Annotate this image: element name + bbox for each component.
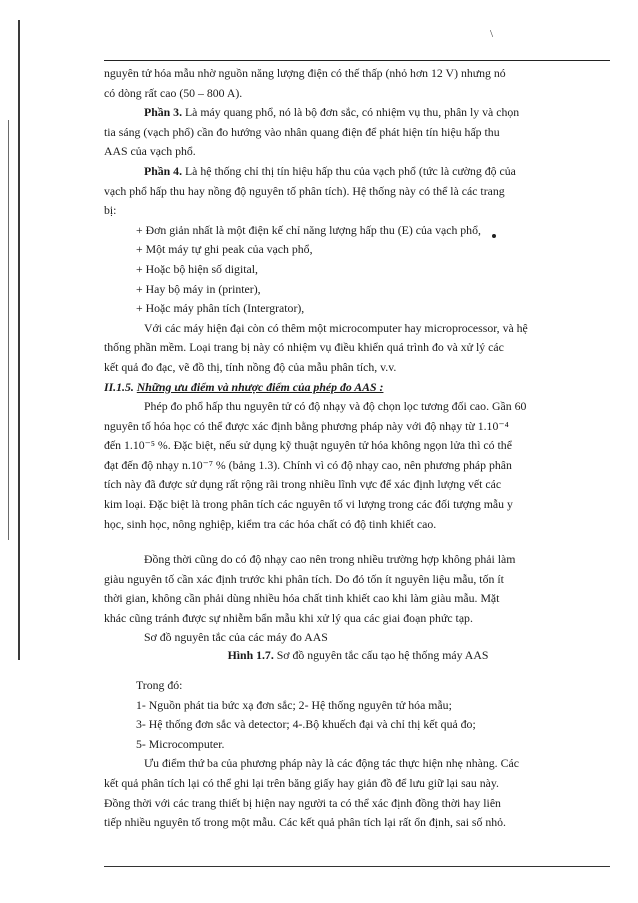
text-line — [104, 495, 612, 515]
line-text: + Một máy tự ghi peak của vạch phổ, — [136, 242, 313, 257]
text-line — [104, 260, 612, 280]
line-text: 3- Hệ thống đơn sắc và detector; 4-.Bộ khuếch đại và chỉ thị kết quả đo; — [136, 717, 476, 732]
line-text: + Hoặc bộ hiện số digital, — [136, 261, 258, 276]
text-line — [104, 280, 612, 300]
line-text: Đồng thời cũng do có độ nhạy cao nên trong nhiều trường hợp không phải làm — [144, 552, 516, 566]
header-rule — [104, 60, 610, 61]
text-line — [104, 515, 612, 535]
text-line — [104, 84, 612, 104]
text-line — [104, 794, 612, 814]
text-line — [104, 123, 612, 143]
scan-mark: \ — [490, 28, 494, 40]
line-text: có dòng rất cao (50 – 800 A). — [104, 85, 243, 100]
text-line — [104, 378, 612, 398]
text-line — [104, 182, 612, 202]
section-number: II.1.5. — [104, 379, 137, 394]
scan-edge-line — [18, 20, 20, 660]
line-text: nguyên tố hóa học có thể được xác định bằng phương pháp này với độ nhạy từ 1.10⁻⁴ — [104, 418, 509, 433]
text-line — [104, 436, 612, 456]
text-line — [104, 676, 612, 696]
line-text: kết quả phân tích lại có thể ghi lại trên băng giấy hay giản đồ để lưu giữ lại sau này. — [104, 775, 499, 790]
part-label: Phần 3. — [144, 105, 183, 120]
text-block-legend — [104, 676, 612, 833]
text-line — [104, 715, 612, 735]
line-text: Trong đó: — [136, 678, 183, 692]
footer-rule — [104, 866, 610, 867]
section-heading: Những ưu điểm và nhược điểm của phép đo AAS : — [136, 379, 384, 394]
text-line — [104, 103, 612, 123]
text-line — [104, 64, 612, 84]
text-line — [104, 397, 612, 417]
line-text: + Hoặc máy phân tích (Intergrator), — [136, 301, 305, 316]
text-line — [104, 475, 612, 495]
line-text: Là máy quang phổ, nó là bộ đơn sắc, có nhiệm vụ thu, phân ly và chọn — [182, 105, 520, 120]
line-text: tiếp nhiều nguyên tố trong một mẫu. Các kết quả phân tích lại rất ổn định, sai số nhỏ. — [104, 815, 506, 830]
line-text: + Hay bộ máy in (printer), — [136, 281, 261, 296]
line-text: kết quả đo đạc, vẽ đồ thị, tính nồng độ của mẫu phân tích, v.v. — [104, 359, 397, 374]
caption-label: Hình 1.7. — [227, 648, 274, 662]
scan-edge-line-faint — [8, 120, 9, 540]
line-text: tích này đã được sử dụng rất rộng rãi trong nhiều lĩnh vực để xác định lượng vết các — [104, 477, 502, 492]
text-line — [104, 358, 612, 378]
line-text: Ưu điểm thứ ba của phương pháp này là các động tác thực hiện nhẹ nhàng. Các — [144, 756, 519, 771]
text-line — [104, 162, 612, 182]
text-line — [104, 754, 612, 774]
line-text: Sơ đồ nguyên tắc của các máy đo AAS — [144, 630, 328, 645]
text-line — [104, 589, 612, 609]
line-text: Với các máy hiện đại còn có thêm một microcomputer hay microprocessor, và hệ — [144, 320, 528, 335]
text-line — [104, 774, 612, 794]
text-line — [104, 142, 612, 162]
figure-caption — [104, 646, 612, 666]
line-text: kim loại. Đặc biệt là trong phân tích các nguyên tố vi lượng trong các đối tượng mẫu y — [104, 497, 513, 512]
text-line — [104, 240, 612, 260]
line-text: bị: — [104, 203, 117, 218]
text-line — [104, 696, 612, 716]
text-line — [104, 813, 612, 833]
text-line — [104, 735, 612, 755]
part-label: Phần 4. — [144, 163, 183, 178]
line-text: 1- Nguồn phát tia bức xạ đơn sắc; 2- Hệ thống nguyên tử hóa mẫu; — [136, 697, 452, 712]
line-text: nguyên tử hóa mẫu nhờ nguồn năng lượng điện có thế thấp (nhỏ hơn 12 V) nhưng nó — [104, 66, 506, 80]
text-line — [104, 221, 612, 241]
line-text: 5- Microcomputer. — [136, 736, 225, 751]
text-line — [104, 417, 612, 437]
text-block-main — [104, 64, 612, 534]
text-line — [104, 570, 612, 590]
text-line — [104, 338, 612, 358]
text-line — [104, 456, 612, 476]
text-block-advantages-2 — [104, 550, 612, 648]
line-text: Phép đo phổ hấp thu nguyên tử có độ nhạy và độ chọn lọc tương đối cao. Gần 60 — [144, 399, 527, 414]
line-text: khác cũng tránh được sự nhiễm bẩn mẫu khi xử lý qua các giai đoạn phức tạp. — [104, 610, 473, 625]
line-text: vạch phổ hấp thu hay nồng độ nguyên tố phân tích). Hệ thống này có thể là các trang — [104, 183, 505, 198]
line-text: Là hệ thống chỉ thị tín hiệu hấp thu của vạch phổ (tức là cường độ của — [182, 163, 516, 178]
line-text: tia sáng (vạch phổ) cần đo hướng vào nhân quang điện để phát hiện tín hiệu hấp thu — [104, 124, 500, 139]
line-text: + Đơn giản nhất là một điện kế chỉ năng lượng hấp thu (E) của vạch phổ, — [136, 222, 481, 237]
line-text: học, sinh học, nông nghiệp, kiểm tra các hóa chất có độ tinh khiết cao. — [104, 516, 437, 531]
line-text: đến 1.10⁻⁵ %. Đặc biệt, nếu sử dụng kỹ thuật nguyên tử hóa không ngọn lửa thì có thể — [104, 438, 512, 453]
line-text: thời gian, không cần phải dùng nhiều hóa chất tinh khiết cao khi làm giàu mẫu. Mặt — [104, 591, 500, 606]
line-text: giàu nguyên tố cần xác định trước khi phân tích. Do đó tốn ít nguyên liệu mẫu, tốn ít — [104, 571, 504, 586]
caption-text: Sơ đồ nguyên tắc cấu tạo hệ thống máy AAS — [273, 648, 489, 662]
text-line — [104, 201, 612, 221]
text-line — [104, 319, 612, 339]
text-line — [104, 550, 612, 570]
text-line — [104, 299, 612, 319]
line-text: Đồng thời với các trang thiết bị hiện nay người ta có thể xác định đồng thời hay liên — [104, 795, 501, 810]
text-line — [104, 609, 612, 629]
line-text: đạt đến độ nhạy n.10⁻⁷ % (bảng 1.3). Chính vì có độ nhạy cao, nên phương pháp phân — [104, 457, 512, 472]
line-text: thống phần mềm. Loại trang bị này có nhiệm vụ điều khiển quá trình đo và xử lý các — [104, 340, 504, 355]
line-text: AAS của vạch phổ. — [104, 144, 196, 159]
